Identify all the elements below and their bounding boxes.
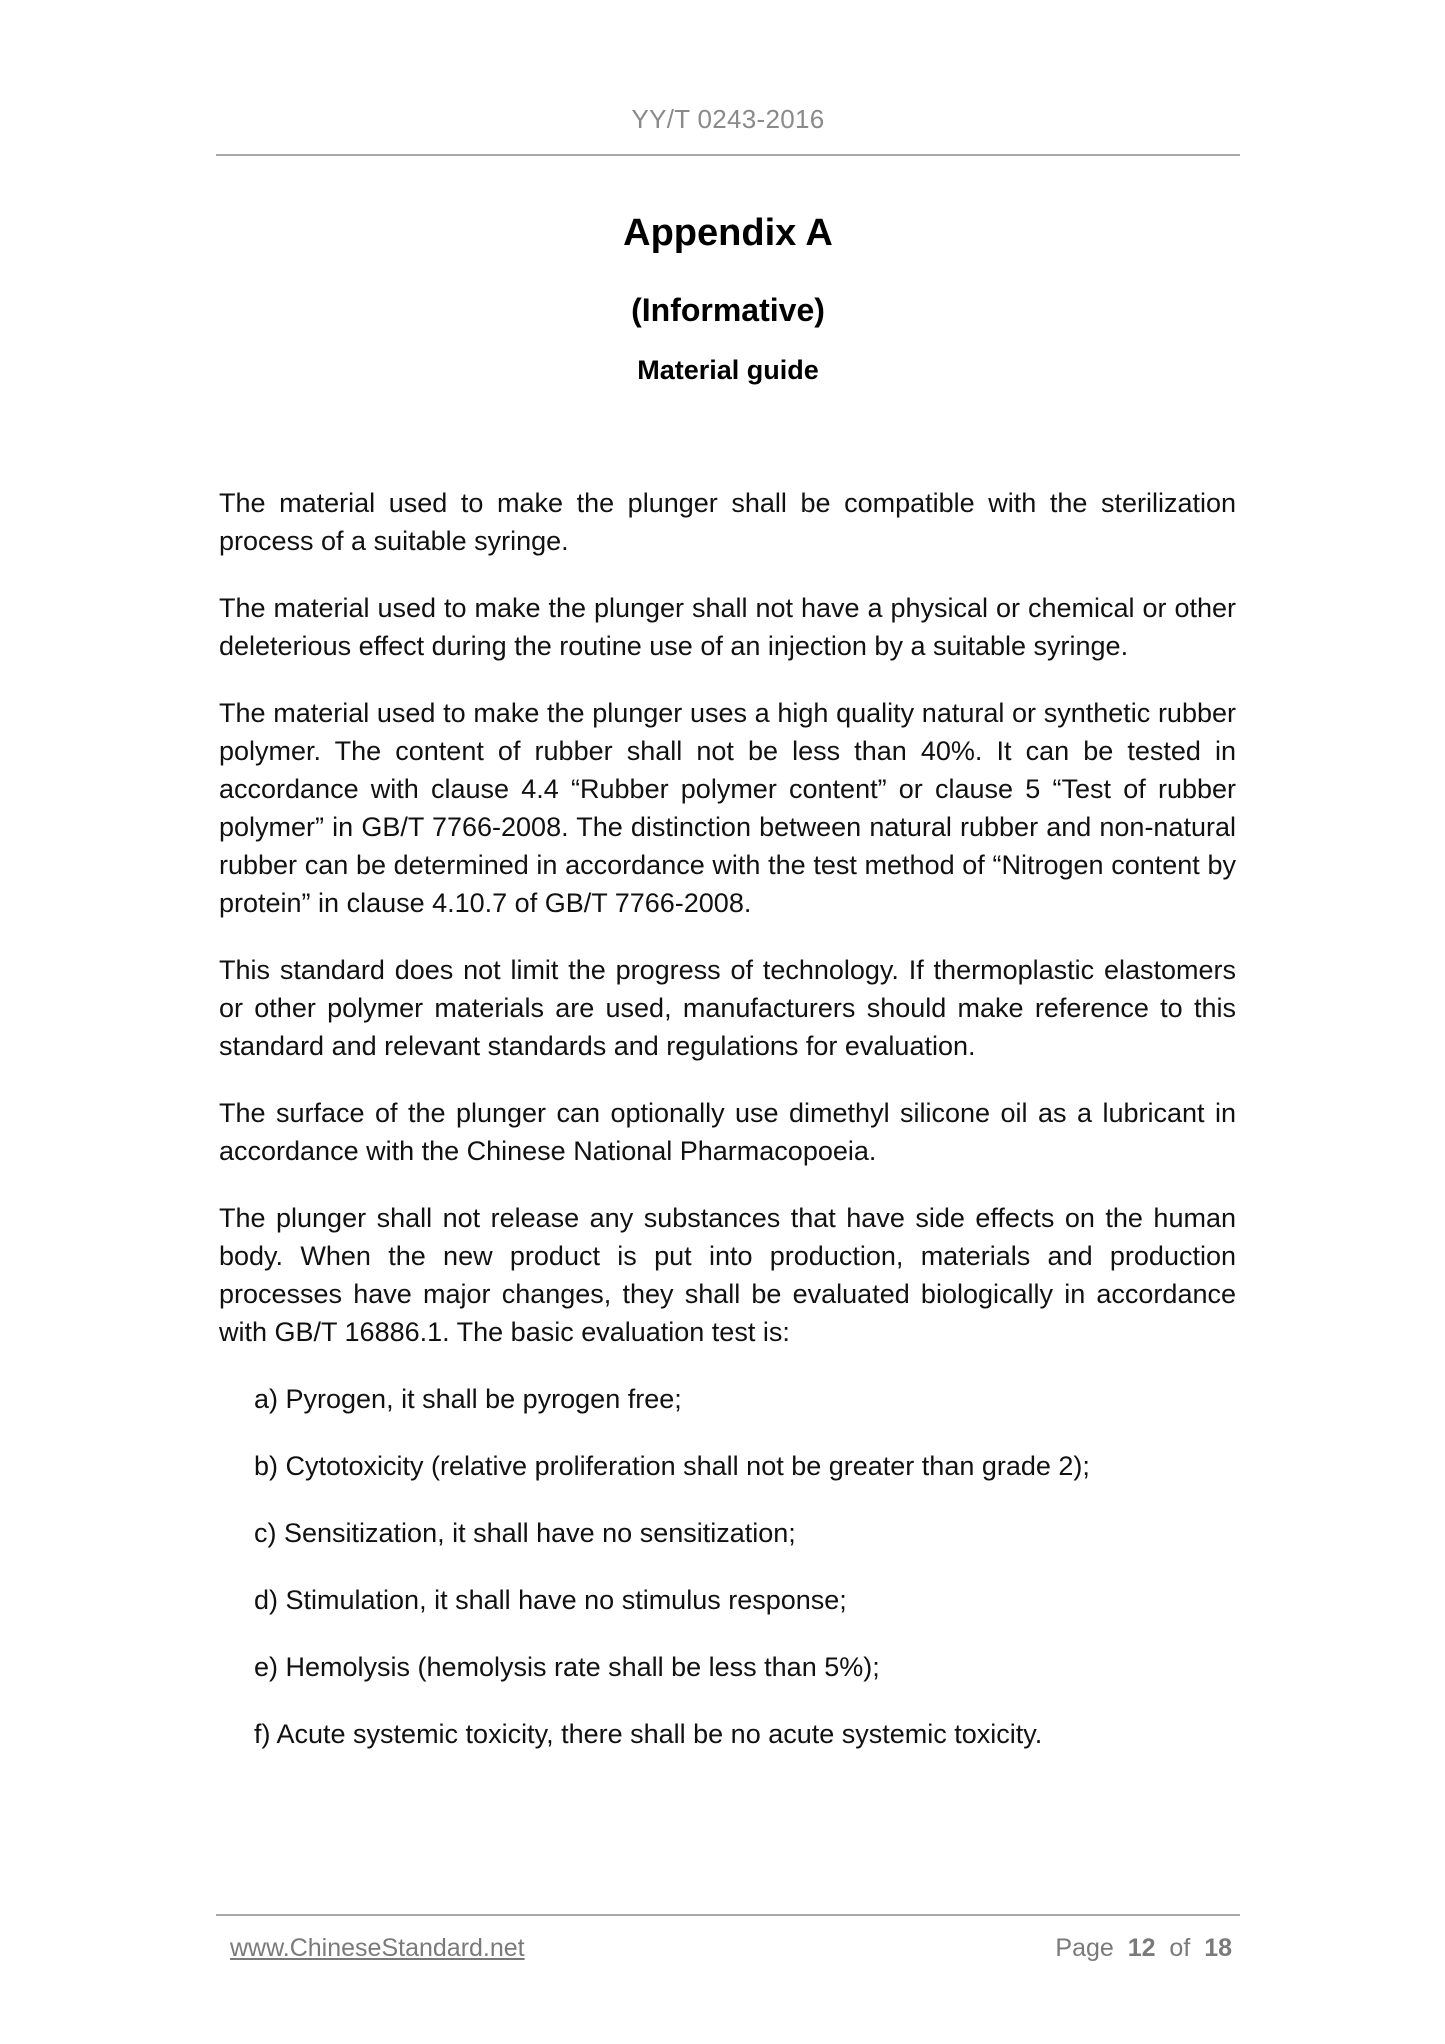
paragraph-no-deleterious-effect: The material used to make the plunger shall not have a physical or chemical or other deleterious effect during the routine use of an injection by a suitable syringe. <box>219 593 1236 661</box>
appendix-body <box>219 484 1236 1782</box>
paragraph-plunger-compatibility: The material used to make the plunger shall be compatible with the sterilization process of a suitable syringe. <box>219 488 1236 556</box>
appendix-title: Appendix A <box>623 212 833 254</box>
page-label: Page <box>1055 1934 1114 1962</box>
page-total: 18 <box>1204 1934 1232 1962</box>
page-indicator <box>1055 1934 1232 1963</box>
paragraph-technology-progress: This standard does not limit the progress of technology. If thermoplastic elastomers or other polymer materials are used, manufacturers should make reference to this standard and relevant standards and regulations for evaluation. <box>219 955 1236 1061</box>
list-item: c) Sensitization, it shall have no sensitization; <box>254 1518 796 1548</box>
website-link[interactable]: www.ChineseStandard.net <box>230 1934 525 1962</box>
footer-divider <box>216 1914 1240 1916</box>
standard-code-header: YY/T 0243-2016 <box>631 104 825 134</box>
of-label: of <box>1169 1934 1191 1962</box>
evaluation-test-list <box>219 1380 1236 1753</box>
paragraph-lubricant: The surface of the plunger can optionally use dimethyl silicone oil as a lubricant in accordance with the Chinese National Pharmacopoeia. <box>219 1098 1236 1166</box>
paragraph-rubber-polymer: The material used to make the plunger uses a high quality natural or synthetic rubber polymer. The content of rubber shall not be less than 40%. It can be tested in accordance with clause 4.4 “Rubber polymer content” or clause 5 “Test of rubber polymer” in GB/T 7766-2008. The distinction between natural rubber and non-natural rubber can be determined in accordance with the test method of “Nitrogen content by protein” in clause 4.10.7 of GB/T 7766-2008. <box>219 698 1236 918</box>
list-item: d) Stimulation, it shall have no stimulus response; <box>254 1585 847 1615</box>
appendix-type: (Informative) <box>631 292 825 328</box>
page-current: 12 <box>1127 1934 1156 1962</box>
list-item: a) Pyrogen, it shall be pyrogen free; <box>254 1384 682 1414</box>
appendix-subtitle: Material guide <box>637 355 819 385</box>
list-item: f) Acute systemic toxicity, there shall be no acute systemic toxicity. <box>254 1719 1043 1749</box>
header-divider <box>216 154 1240 156</box>
list-item: e) Hemolysis (hemolysis rate shall be less than 5%); <box>254 1652 880 1682</box>
paragraph-biological-evaluation: The plunger shall not release any substances that have side effects on the human body. When the new product is put into production, materials and production processes have major changes, they shall be evaluated biologically in accordance with GB/T 16886.1. The basic evaluation test is: <box>219 1203 1236 1347</box>
list-item: b) Cytotoxicity (relative proliferation shall not be greater than grade 2); <box>254 1451 1090 1481</box>
